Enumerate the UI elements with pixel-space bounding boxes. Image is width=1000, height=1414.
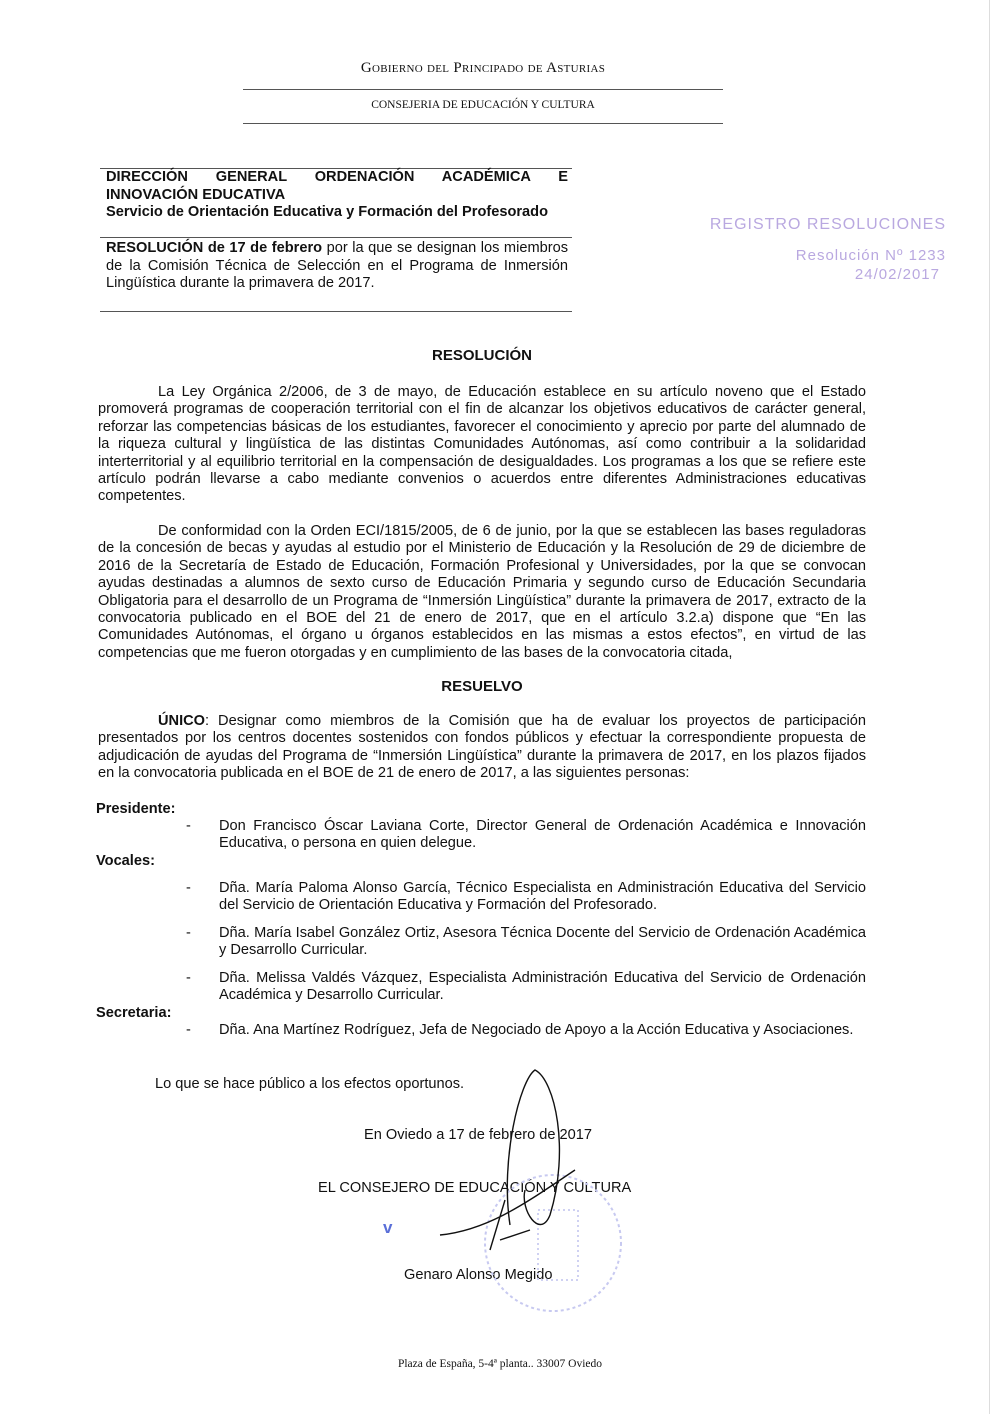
closing-public: Lo que se hace público a los efectos oportunos. bbox=[155, 1076, 465, 1092]
signer-name: Genaro Alonso Megido bbox=[404, 1267, 553, 1283]
header-divider bbox=[243, 89, 723, 90]
subject bbox=[106, 240, 568, 293]
secretaria-member: Dña. Ana Martínez Rodríguez, Jefa de Negociado de Apoyo a la Acción Educativa y Asociaciones. bbox=[219, 1022, 854, 1038]
dash: - bbox=[186, 1022, 191, 1038]
registry-stamp-date: 24/02/2017 bbox=[854, 266, 940, 283]
resolution-heading: RESOLUCIÓN bbox=[431, 347, 532, 364]
subject-bottom-rule bbox=[100, 311, 572, 312]
dash: - bbox=[186, 970, 191, 986]
resolve-heading: RESUELVO bbox=[441, 678, 523, 695]
registry-stamp-number: Resolución Nº 1233 bbox=[795, 247, 946, 264]
paragraph-2: De conformidad con la Orden ECI/1815/2005, de 6 de junio, por la que se establecen las bases reguladoras de la concesión de becas y ayudas al estudio por el Ministerio de Educación y la Resolución de 29 de diciembre de 2016 de la Secretaría de Estado de Educación, Formación Profesional y Universidades, por la que se convocan ayudas destinadas a alumnos de sexto curso de Educación Primaria y segundo curso de Educación Secundaria Obligatoria para el desarrollo de un Programa de “Inmersión Lingüística” durante la primavera de 2017, extracto de la convocatoria publicado en el BOE del 21 de enero de 2017, que en el artículo 3.2.a) dispone que “En las Comunidades Autónomas, el órgano u órganos establecidos en las mismas a estos efectos”, en virtud de las competencias que me fueron otorgadas y en cumplimiento de las bases de la convocatoria citada, bbox=[98, 523, 866, 661]
dash: - bbox=[186, 818, 191, 834]
vocal-member: Dña. Melissa Valdés Vázquez, Especialista Administración Educativa del Servicio de Ordenación Académica y Desarrollo Curricular. bbox=[219, 970, 866, 1004]
vocales-label: Vocales: bbox=[96, 853, 155, 869]
header-divider bbox=[243, 123, 723, 124]
official-seal-and-signature bbox=[430, 1060, 650, 1330]
department-header: CONSEJERIA DE EDUCACIÓN Y CULTURA bbox=[371, 99, 595, 111]
presidente-label: Presidente: bbox=[96, 801, 176, 817]
footer-address: Plaza de España, 5-4ª planta.. 33007 Oviedo bbox=[397, 1358, 603, 1370]
seal-emblem bbox=[538, 1210, 578, 1280]
vocal-member: Dña. María Isabel González Ortiz, Asesora Técnica Docente del Servicio de Ordenación Académica y Desarrollo Curricular. bbox=[219, 925, 866, 959]
subject-rest: por la que se designan los miembros de la Comisión Técnica de Selección en el Programa de Inmersión Lingüística durante la primavera de 2017. bbox=[106, 240, 568, 291]
service: Servicio de Orientación Educativa y Formación del Profesorado bbox=[106, 204, 548, 220]
unico-paragraph bbox=[98, 713, 866, 783]
paragraph-1: La Ley Orgánica 2/2006, de 3 de mayo, de Educación establece en su artículo noveno que el Estado promoverá programas de cooperación territorial con el fin de alcanzar los objetivos educativos de carácter general, reforzar las competencias básicas de los estudiantes, favorecer el conocimiento y aprecio por parte del alumnado de la riqueza cultural y lingüística de las distintas Comunidades Autónomas, así como contribuir a la solidaridad interterritorial y al equilibrio territorial en la compensación de desigualdades. Los programas a los que se refiere este artículo podrán llevarse a cabo mediante convenios o acuerdos entre diferentes Administraciones educativas competentes. bbox=[98, 384, 866, 505]
presidente-member: Don Francisco Óscar Laviana Corte, Director General de Ordenación Académica e Innovación Educativa, o persona en quien delegue. bbox=[219, 818, 866, 852]
government-header: Gobierno del Principado de Asturias bbox=[360, 60, 606, 76]
dash: - bbox=[186, 925, 191, 941]
dash: - bbox=[186, 880, 191, 896]
signature bbox=[440, 1070, 575, 1250]
place-date: En Oviedo a 17 de febrero de 2017 bbox=[364, 1127, 592, 1143]
vocal-member: Dña. María Paloma Alonso García, Técnico Especialista en Administración Educativa del Servicio del Servicio de Orientación Educativa y Formación del Profesorado. bbox=[219, 880, 866, 914]
signer-title: EL CONSEJERO DE EDUCACIÓN Y CULTURA bbox=[318, 1180, 632, 1196]
unico-label: ÚNICO bbox=[158, 713, 206, 729]
directorate: DIRECCIÓN GENERAL ORDENACIÓN ACADÉMICA E INNOVACIÓN EDUCATIVA bbox=[106, 169, 568, 203]
unico-text: : Designar como miembros de la Comisión que ha de evaluar los proyectos de participación presentados por los centros docentes sostenidos con fondos públicos y efectuar la correspondiente propuesta de adjudicación de ayudas del Programa de “Inmersión Lingüística” durante la primavera de 2017, en los plazos fijados en la convocatoria publicada en el BOE de 21 de enero de 2017, a las siguientes personas: bbox=[98, 713, 866, 782]
subject-lead: RESOLUCIÓN de 17 de febrero bbox=[106, 240, 323, 256]
subject-rule bbox=[100, 237, 572, 238]
registry-stamp-title: REGISTRO RESOLUCIONES bbox=[709, 216, 946, 233]
seal-ring bbox=[485, 1175, 621, 1311]
page-edge bbox=[989, 0, 990, 1414]
check-mark: v bbox=[383, 1218, 393, 1237]
secretaria-label: Secretaria: bbox=[96, 1005, 172, 1021]
